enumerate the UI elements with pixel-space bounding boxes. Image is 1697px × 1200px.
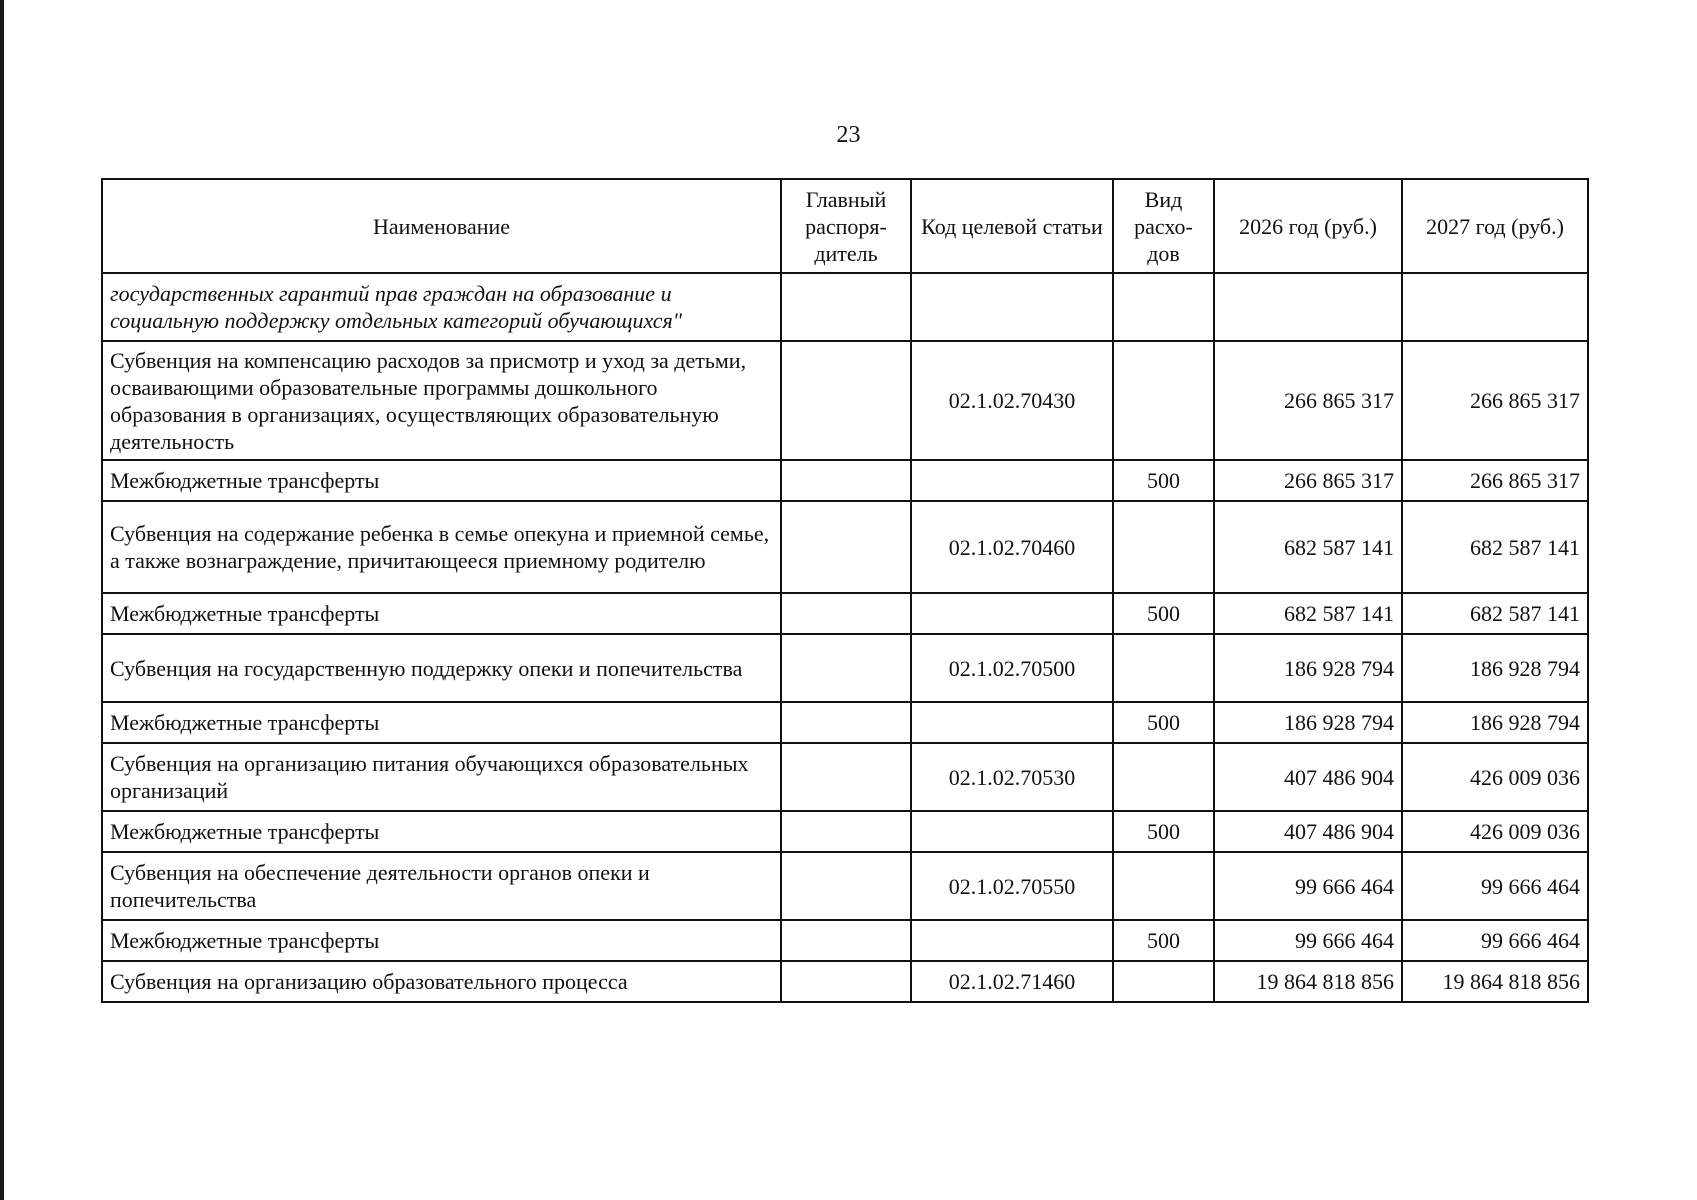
cell-2026: 407 486 904 — [1214, 811, 1402, 852]
cell-2027: 19 864 818 856 — [1402, 961, 1588, 1002]
cell-code — [911, 273, 1113, 341]
cell-manager — [781, 961, 911, 1002]
cell-name: Субвенция на государственную поддержку опеки и попечительства — [102, 634, 781, 702]
cell-2027: 266 865 317 — [1402, 341, 1588, 460]
cell-manager — [781, 341, 911, 460]
cell-2027: 426 009 036 — [1402, 811, 1588, 852]
cell-2027: 99 666 464 — [1402, 920, 1588, 961]
cell-name: Межбюджетные трансферты — [102, 920, 781, 961]
header-year-2026: 2026 год (руб.) — [1214, 179, 1402, 273]
table-header — [102, 179, 1588, 273]
table-row — [102, 743, 1588, 811]
table-row — [102, 634, 1588, 702]
table-row — [102, 961, 1588, 1002]
cell-name: Субвенция на организацию образовательного процесса — [102, 961, 781, 1002]
page-number: 23 — [836, 122, 861, 148]
cell-2027: 682 587 141 — [1402, 501, 1588, 593]
cell-2026: 99 666 464 — [1214, 920, 1402, 961]
cell-type — [1113, 341, 1214, 460]
cell-manager — [781, 460, 911, 501]
cell-2027: 99 666 464 — [1402, 852, 1588, 920]
table-row — [102, 702, 1588, 743]
cell-manager — [781, 920, 911, 961]
cell-type — [1113, 634, 1214, 702]
header-target-code: Код целевой статьи — [911, 179, 1113, 273]
table-row — [102, 593, 1588, 634]
cell-2027 — [1402, 273, 1588, 341]
cell-name: Межбюджетные трансферты — [102, 593, 781, 634]
cell-2026: 682 587 141 — [1214, 593, 1402, 634]
table-row — [102, 341, 1588, 460]
cell-name: Межбюджетные трансферты — [102, 460, 781, 501]
header-year-2027: 2027 год (руб.) — [1402, 179, 1588, 273]
cell-2026: 682 587 141 — [1214, 501, 1402, 593]
cell-2026: 99 666 464 — [1214, 852, 1402, 920]
cell-manager — [781, 702, 911, 743]
cell-code — [911, 920, 1113, 961]
table-body — [102, 273, 1588, 1002]
cell-type — [1113, 961, 1214, 1002]
cell-2026: 266 865 317 — [1214, 341, 1402, 460]
cell-code: 02.1.02.70530 — [911, 743, 1113, 811]
table-row — [102, 460, 1588, 501]
cell-type: 500 — [1113, 593, 1214, 634]
cell-name: Субвенция на содержание ребенка в семье опекуна и приемной семье, а также вознаграждение, причитающееся приемному родителю — [102, 501, 781, 593]
cell-name: Субвенция на обеспечение деятельности органов опеки и попечительства — [102, 852, 781, 920]
cell-code — [911, 702, 1113, 743]
cell-2027: 186 928 794 — [1402, 634, 1588, 702]
cell-code: 02.1.02.70500 — [911, 634, 1113, 702]
cell-type — [1113, 852, 1214, 920]
cell-type — [1113, 501, 1214, 593]
table-row — [102, 273, 1588, 341]
cell-manager — [781, 852, 911, 920]
cell-2026: 186 928 794 — [1214, 702, 1402, 743]
header-row — [102, 179, 1588, 273]
cell-code — [911, 811, 1113, 852]
cell-manager — [781, 273, 911, 341]
cell-name: Межбюджетные трансферты — [102, 811, 781, 852]
cell-code: 02.1.02.70430 — [911, 341, 1113, 460]
cell-manager — [781, 811, 911, 852]
scan-left-edge — [0, 0, 4, 1200]
cell-2027: 266 865 317 — [1402, 460, 1588, 501]
cell-type: 500 — [1113, 460, 1214, 501]
cell-2027: 426 009 036 — [1402, 743, 1588, 811]
cell-name: Межбюджетные трансферты — [102, 702, 781, 743]
header-name: Наименование — [102, 179, 781, 273]
cell-name: Субвенция на организацию питания обучающихся образовательных организаций — [102, 743, 781, 811]
cell-name: Субвенция на компенсацию расходов за присмотр и уход за детьми, осваивающими образовательные программы дошкольного образования в организациях, осуществляющих образовательную деятельность — [102, 341, 781, 460]
cell-code: 02.1.02.70550 — [911, 852, 1113, 920]
cell-type: 500 — [1113, 702, 1214, 743]
cell-code: 02.1.02.70460 — [911, 501, 1113, 593]
cell-2026 — [1214, 273, 1402, 341]
cell-type: 500 — [1113, 920, 1214, 961]
cell-code: 02.1.02.71460 — [911, 961, 1113, 1002]
table-row — [102, 852, 1588, 920]
cell-2027: 186 928 794 — [1402, 702, 1588, 743]
cell-2026: 407 486 904 — [1214, 743, 1402, 811]
table-row — [102, 811, 1588, 852]
cell-manager — [781, 501, 911, 593]
cell-2026: 19 864 818 856 — [1214, 961, 1402, 1002]
cell-manager — [781, 743, 911, 811]
cell-2026: 186 928 794 — [1214, 634, 1402, 702]
header-expense-type: Вид расхо-дов — [1113, 179, 1214, 273]
table-row — [102, 501, 1588, 593]
cell-code — [911, 460, 1113, 501]
cell-type: 500 — [1113, 811, 1214, 852]
cell-2026: 266 865 317 — [1214, 460, 1402, 501]
cell-manager — [781, 634, 911, 702]
cell-type — [1113, 743, 1214, 811]
cell-manager — [781, 593, 911, 634]
cell-code — [911, 593, 1113, 634]
table-row — [102, 920, 1588, 961]
cell-type — [1113, 273, 1214, 341]
cell-2027: 682 587 141 — [1402, 593, 1588, 634]
cell-name: государственных гарантий прав граждан на образование и социальную поддержку отдельных категорий обучающихся" — [102, 273, 781, 341]
header-main-manager: Главный распоря-дитель — [781, 179, 911, 273]
budget-table — [101, 178, 1589, 1003]
